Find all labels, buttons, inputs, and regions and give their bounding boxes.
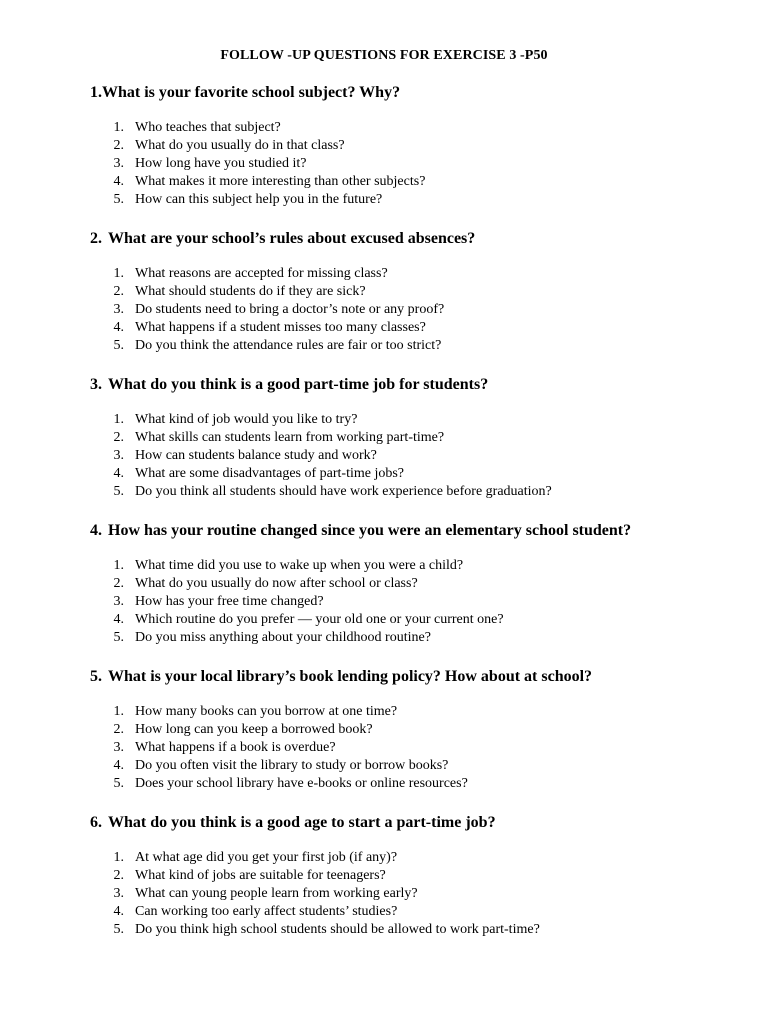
question-heading	[90, 83, 400, 103]
question-number: 3.	[90, 376, 102, 393]
followup-text: How has your free time changed?	[135, 594, 324, 609]
question-text: What is your favorite school subject? Why?	[102, 84, 401, 101]
followup-number: 2.	[113, 722, 124, 737]
followup-number: 4.	[113, 612, 124, 627]
followup-number: 2.	[113, 576, 124, 591]
followup-number: 4.	[113, 904, 124, 919]
followup-text: What reasons are accepted for missing class?	[135, 266, 388, 281]
followup-text: Do you often visit the library to study or borrow books?	[135, 758, 449, 773]
followup-number: 1.	[113, 120, 124, 135]
followup-number: 5.	[113, 192, 124, 207]
followup-text: What should students do if they are sick?	[135, 284, 366, 299]
followup-number: 1.	[113, 850, 124, 865]
question-heading	[90, 375, 488, 395]
question-heading	[90, 813, 496, 833]
followup-text: How long can you keep a borrowed book?	[135, 722, 373, 737]
followup-text: What do you usually do now after school or class?	[135, 576, 418, 591]
question-text: What is your local library’s book lending policy? How about at school?	[108, 668, 593, 685]
followup-text: What are some disadvantages of part-time jobs?	[135, 466, 405, 481]
question-number: 4.	[90, 522, 102, 539]
followup-number: 3.	[113, 886, 124, 901]
question-text: What do you think is a good part-time job for students?	[108, 376, 489, 393]
followup-text: What makes it more interesting than other subjects?	[135, 174, 426, 189]
followup-text: How can students balance study and work?	[135, 448, 377, 463]
followup-text: What kind of job would you like to try?	[135, 412, 358, 427]
followup-number: 1.	[113, 558, 124, 573]
followup-text: What do you usually do in that class?	[135, 138, 345, 153]
followup-number: 4.	[113, 320, 124, 335]
question-text: What do you think is a good age to start a part-time job?	[108, 814, 496, 831]
question-heading	[90, 229, 475, 249]
question-number: 6.	[90, 814, 102, 831]
followup-number: 4.	[113, 174, 124, 189]
followup-number: 1.	[113, 266, 124, 281]
followup-number: 3.	[113, 156, 124, 171]
followup-number: 2.	[113, 138, 124, 153]
question-number: 2.	[90, 230, 102, 247]
followup-number: 3.	[113, 302, 124, 317]
followup-text: Which routine do you prefer — your old one or your current one?	[135, 612, 504, 627]
followup-text: How long have you studied it?	[135, 156, 307, 171]
followup-number: 1.	[113, 704, 124, 719]
followup-number: 4.	[113, 758, 124, 773]
followup-text: How many books can you borrow at one time?	[135, 704, 398, 719]
followup-text: Who teaches that subject?	[135, 120, 281, 135]
followup-number: 2.	[113, 284, 124, 299]
followup-number: 3.	[113, 448, 124, 463]
document-title: FOLLOW -UP QUESTIONS FOR EXERCISE 3 -P50	[220, 48, 548, 63]
followup-number: 3.	[113, 740, 124, 755]
followup-text: Do you think high school students should be allowed to work part-time?	[135, 922, 540, 937]
followup-text: Do students need to bring a doctor’s note or any proof?	[135, 302, 445, 317]
followup-text: At what age did you get your first job (if any)?	[135, 850, 398, 865]
question-number: 5.	[90, 668, 102, 685]
followup-text: Do you think the attendance rules are fair or too strict?	[135, 338, 442, 353]
followup-text: How can this subject help you in the future?	[135, 192, 383, 207]
followup-number: 3.	[113, 594, 124, 609]
followup-number: 1.	[113, 412, 124, 427]
question-heading	[90, 521, 631, 541]
followup-text: What can young people learn from working early?	[135, 886, 418, 901]
followup-text: What skills can students learn from working part-time?	[135, 430, 445, 445]
followup-text: Does your school library have e-books or online resources?	[135, 776, 468, 791]
followup-text: Do you think all students should have work experience before graduation?	[135, 484, 552, 499]
followup-number: 5.	[113, 630, 124, 645]
followup-number: 5.	[113, 776, 124, 791]
followup-number: 2.	[113, 868, 124, 883]
question-number: 1.	[90, 84, 102, 101]
question-text: What are your school’s rules about excused absences?	[108, 230, 476, 247]
followup-text: What kind of jobs are suitable for teenagers?	[135, 868, 386, 883]
followup-number: 2.	[113, 430, 124, 445]
question-heading	[90, 667, 592, 687]
followup-number: 4.	[113, 466, 124, 481]
followup-text: Do you miss anything about your childhood routine?	[135, 630, 431, 645]
followup-text: Can working too early affect students’ studies?	[135, 904, 398, 919]
followup-text: What happens if a student misses too many classes?	[135, 320, 426, 335]
question-text: How has your routine changed since you were an elementary school student?	[108, 522, 632, 539]
followup-text: What happens if a book is overdue?	[135, 740, 336, 755]
followup-number: 5.	[113, 922, 124, 937]
followup-number: 5.	[113, 338, 124, 353]
followup-number: 5.	[113, 484, 124, 499]
followup-text: What time did you use to wake up when you were a child?	[135, 558, 464, 573]
